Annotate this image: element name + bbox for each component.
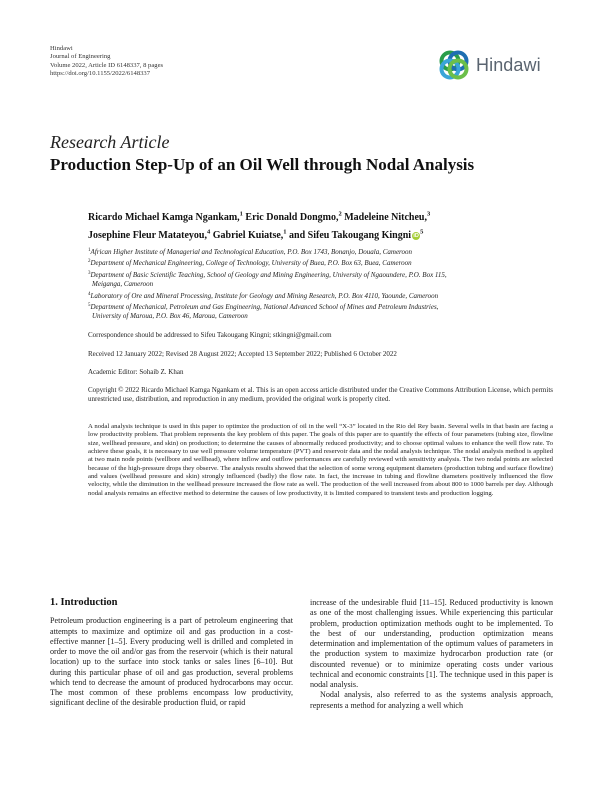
- body-column-left: [50, 598, 293, 709]
- volume-line: Volume 2022, Article ID 6148337, 8 pages: [50, 61, 164, 69]
- author-list: [88, 208, 558, 244]
- affiliation-item: $^2$Department of Mechanical Engineering, College of Technology, University of Buea, P.O. Box 63, Buea, Cameroon: [88, 259, 412, 268]
- affiliation-item: $^3$Department of Basic Scientific Teaching, School of Geology and Mining Engineering, University of Ngaoundere, P.O. Box 115, Meiganga, Cameroon: [88, 270, 447, 289]
- affiliations: [88, 246, 553, 322]
- author: Eric Donald Dongmo,$^2$: [245, 211, 342, 224]
- paper-title: Production Step-Up of an Oil Well through Nodal Analysis: [50, 155, 475, 174]
- body-paragraph: increase of the undesirable fluid [11–15]. Reduced productivity is known as one of the most challenging issues. While experiencing this particular problem, production optimization methods ought to be implemented. To the best of our understanding, production optimization means determination and implementation of the optimum values of parameters in the production system to maximize hydrocarbon production rate (or discounted revenue) or to minimize operating costs under various technical and economic constraints [1]. The technique used in this paper is nodal analysis.: [310, 598, 553, 689]
- correspondence: Correspondence should be addressed to Sifeu Takougang Kingni; stkingni@gmail.com: [88, 331, 332, 339]
- academic-editor: Academic Editor: Sohaib Z. Khan: [88, 368, 184, 376]
- body-paragraph: Petroleum production engineering is a part of petroleum engineering that attempts to maximize and optimize oil and gas production in a cost-effective manner [1–5]. Every producing well is drilled and completed in order to move the oil and/or gas from the reservoir (which is their natural location) up to the surface into stock tanks or sales lines [6–10]. But during this particular phase of oil and gas production, several problems which tend to decrease the amount of produced hydrocarbons may occur. The most common of these problems encompass low productivity, significant decline of the desirable production fluid, or rapid: [50, 616, 293, 708]
- hindawi-logo-icon: [437, 48, 471, 82]
- publisher-name: Hindawi: [50, 45, 73, 52]
- body-paragraph: Nodal analysis, also referred to as the systems analysis approach, represents a method for analyzing a well which: [310, 690, 553, 710]
- abstract: A nodal analysis technique is used in this paper to optimize the production of oil in the well “X-3” located in the Rio del Rey basin. Several wells in that basin are facing a low productivity problem. That problem represents the key problem of this paper. The goals of this paper are to quantify the effects of four parameters (tubing size, flowline size, wellhead pressure, and skin) on production; to determine the causes of abnormally reduced productivity; and to choose optimal values to enhance the well flow rate. To achieve these goals, it is necessary to use well pressure volume temperature (PVT) and reservoir data and the nodal analysis technique. The nodal analysis method is applied at two main node points (wellbore and wellhead), where inflow and outflow performances are carefully reviewed with sensitivity analysis. The two nodal points are selected because of the high-pressure drops they observe. The analysis results showed that the selection of some wrong equipment diameters (production tubing and surface flowline) and values (wellhead pressure and skin) strongly influenced (badly) the flow rate. In fact, the increase in tubing and flowline diameters positively influenced the flow velocity, while the diminution in the wellhead pressure increased the flow rate as well. The production of the well increased from about 800 to 1000 barrels per day. Although nodal analysis remains an effective method to determine the causes of low productivity, it is limited compared to transient tests and production logging.: [88, 423, 553, 497]
- body-column-right: [310, 598, 553, 711]
- author: Ricardo Michael Kamga Ngankam,$^1$: [88, 211, 243, 224]
- author: and Sifeu Takougang Kingni $iD^5$: [289, 228, 424, 242]
- author: Gabriel Kuiatse,$^1$: [212, 228, 287, 242]
- journal-name: Journal of Engineering: [50, 53, 111, 61]
- author: Josephine Fleur Matateyou,$^4$: [88, 228, 211, 242]
- copyright-notice: Copyright © 2022 Ricardo Michael Kamga Ngankam et al. This is an open access article distributed under the Creative Commons Attribution License, which permits unrestricted use, distribution, and reproduction in any medium, provided the original work is properly cited.: [88, 386, 553, 404]
- article-type: Research Article: [50, 132, 170, 152]
- hindawi-logo: [437, 48, 541, 82]
- doi-link[interactable]: https://doi.org/10.1155/2022/6148337: [50, 70, 151, 78]
- publication-dates: Received 12 January 2022; Revised 28 August 2022; Accepted 13 September 2022; Published 6 October 2022: [88, 350, 397, 358]
- journal-metadata: [50, 45, 163, 79]
- affiliation-item: $^4$Laboratory of Ore and Mineral Processing, Institute for Geology and Mining Research, P.O. Box 4110, Yaounde, Cameroon: [88, 291, 439, 300]
- affiliation-item: $^5$Department of Mechanical, Petroleum and Gas Engineering, National Advanced School of Mines and Petroleum Industries, University of Maroua, P.O. Box 46, Maroua, Cameroon: [88, 303, 439, 321]
- orcid-icon[interactable]: iD: [413, 233, 419, 240]
- logo-wordmark: Hindawi: [476, 54, 541, 75]
- section-heading: 1. Introduction: [50, 597, 118, 608]
- affiliation-item: $^1$African Higher Institute of Managerial and Technological Education, P.O. Box 1743, Bonanjo, Douala, Cameroon: [88, 248, 413, 256]
- author: Madeleine Nitcheu,$^3$: [344, 211, 431, 224]
